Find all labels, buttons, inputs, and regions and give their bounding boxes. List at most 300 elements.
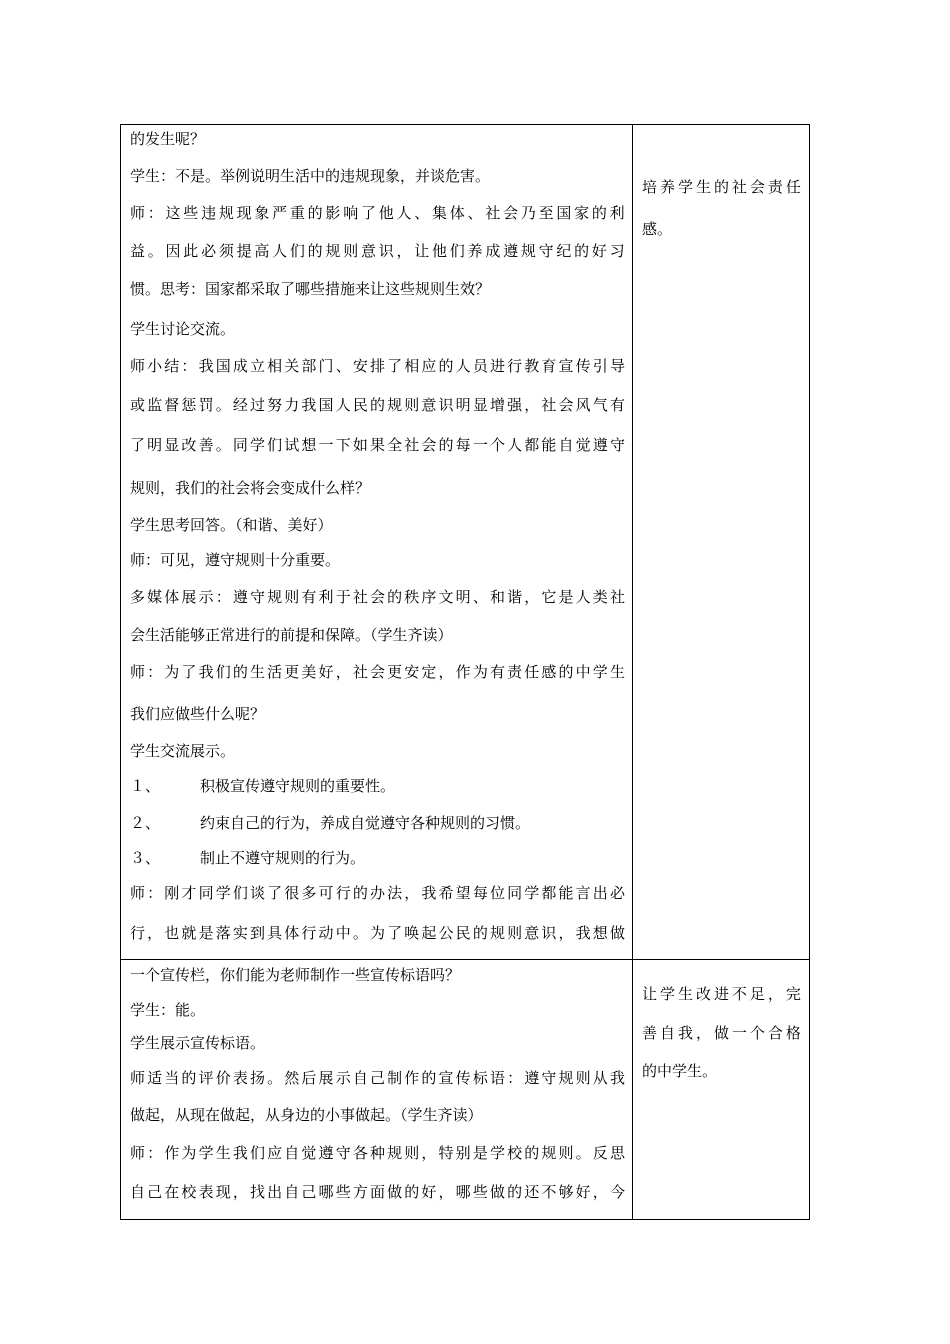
glyph: 养 [467,242,483,260]
glyph: ： [147,663,163,681]
glyph: 当 [164,1069,180,1087]
list-text: 制止不遵守规则的行为。 [200,849,366,867]
glyph: 养 [659,178,675,196]
glyph: 了 [267,884,283,902]
glyph: 我 [198,357,214,375]
glyph: 国 [215,357,231,375]
glyph: 谐 [507,588,523,606]
glyph: 的 [558,663,574,681]
glyph: 象 [254,204,270,222]
glyph: 觉 [575,436,591,454]
note-line-justified [642,177,801,197]
glyph: 规 [541,1144,557,1162]
glyph: 了 [181,663,197,681]
glyph: 安 [404,663,420,681]
glyph: 为 [472,663,488,681]
glyph: 任 [785,178,801,196]
glyph: 严 [272,204,288,222]
glyph: 评 [198,1069,214,1087]
glyph: 规 [325,242,341,260]
glyph: 觉 [301,1144,317,1162]
glyph: 应 [421,357,437,375]
glyph: 办 [369,884,385,902]
glyph: 国 [318,396,334,414]
glyph: 集 [432,204,448,222]
note-line-justified [642,984,801,1004]
glyph: 至 [538,204,554,222]
glyph: 行 [130,924,146,942]
glyph: 们 [449,242,465,260]
glyph: ， [592,1183,608,1201]
glyph: ， [438,1183,454,1201]
glyph: 纪 [556,242,572,260]
glyph: 也 [164,924,180,942]
glyph: 、 [472,588,488,606]
glyph: 位 [489,884,505,902]
glyph: 人 [455,357,471,375]
glyph: 规 [218,204,234,222]
glyph: 具 [267,924,283,942]
glyph: 社 [731,178,747,196]
glyph: 显 [164,436,180,454]
glyph: 自 [284,1144,300,1162]
glyph: ， [695,1024,711,1042]
glyph: 思 [609,1144,625,1162]
glyph: 过 [249,396,265,414]
text-line: 学生展示宣传标语。 [130,1034,266,1052]
glyph: 社 [485,204,501,222]
glyph: 价 [215,1069,231,1087]
glyph: 则 [343,242,359,260]
glyph: 我 [198,663,214,681]
glyph: 展 [181,588,197,606]
glyph: 的 [472,924,488,942]
glyph: 刚 [164,884,180,902]
glyph: 够 [558,1183,574,1201]
glyph: ： [147,1144,163,1162]
glyph: ， [421,1144,437,1162]
glyph: 为 [369,924,385,942]
glyph: 规 [387,1144,403,1162]
glyph: 起 [421,924,437,942]
glyph: 进 [489,357,505,375]
text-line: 规则，我们的社会将会变成什么样？ [130,479,371,497]
glyph: 学 [592,663,608,681]
text-line-justified [130,1068,625,1088]
glyph: ， [232,1183,248,1201]
glyph: 守 [609,436,625,454]
glyph: 展 [318,1069,334,1087]
glyph: 门 [318,357,334,375]
glyph: 格 [785,1024,801,1042]
glyph: 一 [731,1024,747,1042]
glyph: 显 [472,396,488,414]
glyph: 利 [609,204,625,222]
glyph: 的 [438,436,454,454]
glyph: 行 [335,884,351,902]
text-line: 师：可见，遵守规则十分重要。 [130,551,341,569]
glyph: 他 [432,242,448,260]
glyph: 气 [592,396,608,414]
glyph: 和 [489,588,505,606]
glyph: 民 [352,396,368,414]
glyph: 们 [267,436,283,454]
glyph: 社 [541,396,557,414]
text-line-justified [130,923,625,943]
glyph: 好 [318,663,334,681]
glyph: 这 [165,204,181,222]
glyph: 找 [249,1183,265,1201]
text-line-justified [130,883,625,903]
glyph: 的 [307,242,323,260]
glyph: 自 [659,1024,675,1042]
glyph: 唤 [404,924,420,942]
glyph: 方 [352,1183,368,1201]
glyph: 有 [489,663,505,681]
text-line-justified [130,241,625,261]
glyph: 我 [677,1024,693,1042]
glyph: 自 [130,1183,146,1201]
text-line: 我们应做些什么呢？ [130,705,266,723]
list-item [130,813,530,833]
glyph: 我 [232,1144,248,1162]
glyph: 不 [731,985,747,1003]
glyph: 校 [181,1183,197,1201]
glyph: 望 [455,884,471,902]
glyph: 成 [485,242,501,260]
glyph: 自 [558,436,574,454]
glyph: ， [396,242,412,260]
glyph: 些 [183,204,199,222]
glyph: 人 [507,436,523,454]
glyph: 是 [558,588,574,606]
glyph: 。 [215,396,231,414]
glyph: 做 [609,924,625,942]
glyph: ， [524,588,540,606]
glyph: 师 [130,204,146,222]
glyph: ： [181,357,197,375]
glyph: 想 [301,436,317,454]
glyph: 种 [369,1144,385,1162]
glyph: 语 [489,1069,505,1087]
glyph: ， [767,985,783,1003]
glyph: 更 [284,663,300,681]
glyph: 必 [201,242,217,260]
glyph: 一 [472,436,488,454]
glyph: 出 [267,1183,283,1201]
list-number: １、 [130,777,161,795]
glyph: 规 [489,924,505,942]
glyph: 些 [472,1183,488,1201]
glyph: 小 [147,357,163,375]
glyph: 导 [609,357,625,375]
text-line: 惯。思考：国家都采取了哪些措施来让这些规则生效？ [130,280,491,298]
glyph: 影 [325,204,341,222]
glyph: 此 [183,242,199,260]
text-line-justified [130,435,625,455]
glyph: 守 [249,588,265,606]
glyph: 体 [164,588,180,606]
text-line-justified [130,203,625,223]
glyph: 则 [284,588,300,606]
glyph: 同 [232,436,248,454]
glyph: 立 [249,357,265,375]
text-line: 一个宣传栏，你们能为老师制作一些宣传标语吗？ [130,966,461,984]
glyph: 秩 [404,588,420,606]
glyph: 培 [642,178,658,196]
glyph: 监 [147,396,163,414]
glyph: 做 [387,1183,403,1201]
note-line: 感。 [642,220,673,238]
glyph: 违 [201,204,217,222]
glyph: 哪 [455,1183,471,1201]
glyph: 的 [713,178,729,196]
glyph: 社 [352,663,368,681]
glyph: 足 [749,985,765,1003]
glyph: 试 [284,436,300,454]
glyph: 的 [507,1183,523,1201]
glyph: 在 [164,1183,180,1201]
list-number: ２、 [130,814,161,832]
glyph: 社 [404,436,420,454]
row-divider [121,959,809,960]
glyph: 定 [421,663,437,681]
glyph: 了 [130,436,146,454]
text-line: 学生讨论交流。 [130,320,236,338]
glyph: 感 [541,663,557,681]
glyph: 中 [335,924,351,942]
glyph: 则 [404,396,420,414]
glyph: 们 [232,884,248,902]
glyph: 就 [181,924,197,942]
glyph: 师 [130,357,146,375]
glyph: 我 [421,884,437,902]
glyph: 不 [541,1183,557,1201]
glyph: 标 [472,1069,488,1087]
glyph: 更 [387,663,403,681]
glyph: 须 [218,242,234,260]
glyph: 学 [659,985,675,1003]
glyph: 哪 [318,1183,334,1201]
glyph: 现 [215,1183,231,1201]
glyph: 能 [541,436,557,454]
glyph: 行 [507,357,523,375]
glyph: ： [215,588,231,606]
list-item [130,776,395,796]
glyph: 美 [301,663,317,681]
glyph: 的 [421,1069,437,1087]
glyph: 乃 [520,204,536,222]
glyph: 关 [284,357,300,375]
glyph: 一 [318,436,334,454]
glyph: 生 [215,1144,231,1162]
glyph: 些 [335,1183,351,1201]
text-line: 学生：不是。举例说明生活中的违规现象，并谈危害。 [130,167,491,185]
glyph: 现 [236,204,252,222]
glyph: 遵 [524,1069,540,1087]
glyph: 善 [198,436,214,454]
glyph: 。 [147,242,163,260]
glyph: 则 [575,1069,591,1087]
glyph: 然 [284,1069,300,1087]
text-line: 学生思考回答。（和谐、美好） [130,516,333,534]
glyph: 社 [352,588,368,606]
glyph: 了 [387,357,403,375]
glyph: 社 [609,588,625,606]
glyph: 类 [592,588,608,606]
column-divider [632,125,633,1219]
glyph: 让 [642,985,658,1003]
glyph: 会 [503,204,519,222]
glyph: 我 [575,924,591,942]
glyph: 明 [147,436,163,454]
glyph: 。 [352,924,368,942]
glyph: 引 [592,357,608,375]
glyph: 到 [249,924,265,942]
glyph: 排 [369,357,385,375]
glyph: 罚 [198,396,214,414]
glyph: ： [147,884,163,902]
glyph: 有 [609,396,625,414]
glyph: 。 [267,1069,283,1087]
glyph: 改 [695,985,711,1003]
glyph: 自 [284,1183,300,1201]
glyph: 序 [421,588,437,606]
glyph: 扬 [249,1069,265,1087]
glyph: 规 [520,242,536,260]
text-line-justified [130,587,625,607]
glyph: 学 [489,1144,505,1162]
glyph: 己 [301,1183,317,1201]
glyph: 了 [360,204,376,222]
glyph: 守 [335,1144,351,1162]
glyph: 高 [254,242,270,260]
glyph: 提 [236,242,252,260]
glyph: 督 [164,396,180,414]
glyph: 传 [455,1069,471,1087]
glyph: ， [147,924,163,942]
glyph: 们 [289,242,305,260]
glyph: 们 [215,663,231,681]
glyph: 识 [438,396,454,414]
glyph: 示 [335,1069,351,1087]
glyph: 作 [404,1069,420,1087]
glyph: 遵 [592,436,608,454]
glyph: 是 [198,924,214,942]
text-line-justified [130,395,625,415]
glyph: 因 [165,242,181,260]
glyph: 人 [335,396,351,414]
glyph: 好 [591,242,607,260]
glyph: 部 [301,357,317,375]
glyph: 善 [642,1024,658,1042]
glyph: 想 [592,924,608,942]
glyph: 实 [232,924,248,942]
glyph: 己 [369,1069,385,1087]
glyph: 行 [301,924,317,942]
list-text: 约束自己的行为，养成自觉遵守各种规则的习惯。 [200,814,531,832]
glyph: ： [507,1069,523,1087]
glyph: 。 [215,436,231,454]
glyph: 每 [472,884,488,902]
glyph: 遵 [318,1144,334,1162]
glyph: 改 [181,436,197,454]
text-line: 的发生呢？ [130,130,206,148]
glyph: 的 [574,242,590,260]
glyph: 今 [609,1183,625,1201]
glyph: 完 [785,985,801,1003]
glyph: 传 [575,357,591,375]
glyph: 多 [130,588,146,606]
glyph: 为 [164,663,180,681]
glyph: 结 [164,357,180,375]
text-line: 学生：能。 [130,1001,206,1019]
glyph: 的 [387,588,403,606]
glyph: 学 [198,1144,214,1162]
glyph: 员 [472,357,488,375]
glyph: ， [404,884,420,902]
note-line-justified [642,1023,801,1043]
glyph: 会 [369,663,385,681]
glyph: 责 [767,178,783,196]
glyph: 法 [387,884,403,902]
list-item [130,848,365,868]
glyph: 从 [592,1069,608,1087]
glyph: 守 [541,1069,557,1087]
glyph: 全 [387,436,403,454]
glyph: 面 [369,1183,385,1201]
glyph: 或 [130,396,146,414]
glyph: 的 [404,1183,420,1201]
glyph: 、 [414,204,430,222]
glyph: 人 [396,204,412,222]
glyph: 规 [387,396,403,414]
glyph: 学 [215,884,231,902]
glyph: 明 [455,396,471,414]
glyph: 意 [360,242,376,260]
glyph: 的 [352,884,368,902]
glyph: 强 [507,396,523,414]
glyph: 体 [284,924,300,942]
glyph: 学 [677,178,693,196]
glyph: 遵 [232,588,248,606]
glyph: 言 [575,884,591,902]
glyph: 、 [335,357,351,375]
glyph: 明 [455,588,471,606]
glyph: 让 [414,242,430,260]
glyph: 作 [455,663,471,681]
glyph: 会 [749,178,765,196]
glyph: 示 [198,588,214,606]
glyph: 中 [575,663,591,681]
glyph: 会 [369,588,385,606]
glyph: 则 [404,1144,420,1162]
glyph: 风 [575,396,591,414]
glyph: 表 [198,1183,214,1201]
glyph: 都 [541,884,557,902]
glyph: 师 [130,884,146,902]
glyph: 利 [318,588,334,606]
glyph: 每 [455,436,471,454]
glyph: 遵 [503,242,519,260]
glyph: 活 [267,663,283,681]
glyph: 都 [524,436,540,454]
glyph: 能 [558,884,574,902]
glyph: 努 [267,396,283,414]
glyph: 落 [215,924,231,942]
glyph: 生 [249,663,265,681]
glyph: 的 [307,204,323,222]
